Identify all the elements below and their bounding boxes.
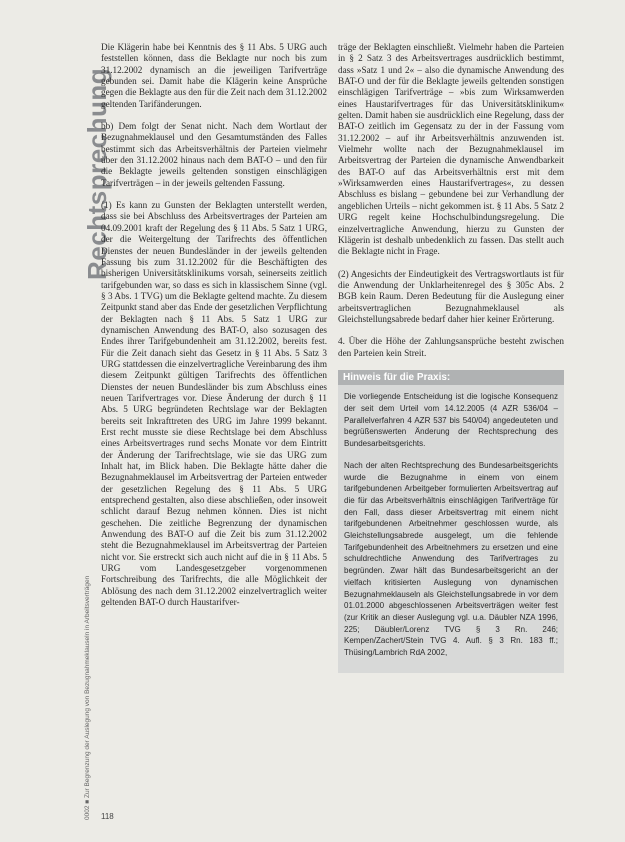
paragraph: (2) Angesichts der Eindeutigkeit des Vertragswortlauts ist für die Anwendung der Unklarheitenregel des § 305c Abs. 2 BGB kein Raum. Deren Bedeutung für die Auslegung einer arbeitsvertraglichen Bezugnahmeklausel als Gleichstellungsabrede bedarf daher hier keiner Erörterung. (338, 268, 564, 324)
paragraph: 4. Über die Höhe der Zahlungsansprüche besteht zwischen den Parteien kein Streit. (338, 336, 564, 358)
paragraph: bb) Dem folgt der Senat nicht. Nach dem Wortlaut der Bezugnahmeklausel und den Gesamtumständen des Falles bestimmt sich das Arbeitsverhältnis der Parteien vielmehr über den 31.12.2002 hinaus nach dem BAT-O – und den für die Beklagte jeweils geltenden sonstigen einschlägigen Tarifverträgen – in der jeweils geltenden Fassung. (101, 121, 327, 188)
practice-note-paragraph: Die vorliegende Entscheidung ist die logische Konsequenz der seit dem Urteil vom 14.12.2005 (4 AZR 536/04 – Parallelverfahren 4 AZR 537 bis 540/04) angedeuteten und begrüßenswerten Änderung der Rechtsprechung des Bundesarbeitsgerichts. (344, 392, 558, 449)
section-title-text: Rechtsprechung (82, 67, 112, 280)
practice-note-heading: Hinweis für die Praxis: (338, 370, 564, 385)
paragraph: (1) Es kann zu Gunsten der Beklagten unterstellt werden, dass sie bei Abschluss des Arbeitsvertrages der Parteien am 04.09.2001 kraft der Regelung des § 11 Abs. 5 Satz 1 URG, der die Weitergeltung der Tarifrechts des öffentlichen Dienstes der neuen Bundesländer in der jeweils geltenden Fassung bis zum 31.12.2002 für die Beschäftigten des bisherigen Universitätsklinikums vorsah, seinerseits zeitlich tarifgebunden war, so dass es sich in klassischem Sinne (vgl. § 3 Abs. 1 TVG) um die Beklagte geltend machte. Zu diesem Zeitpunkt stand aber das Ende der gesetzlichen Verpflichtung der Beklagten nach § 11 Abs. 5 Satz 1 URG zur dynamischen Anwendung des BAT-O, also sozusagen des Endes ihrer Tarifgebundenheit am 31.12.2002, bereits fest. Für die Zeit danach sieht das Gesetz in § 11 Abs. 5 Satz 3 URG stattdessen die einzelvertragliche Vereinbarung des ihm diesem Zeitpunkt gültigen Tarifrechts des öffentlichen Dienstes der neuen Bundesländer bis zum Abschluss eines neuen Tarifvertrages vor. Diese Änderung der durch § 11 Abs. 5 URG begründeten Rechtslage war der Beklagten bereits seit Inkrafttreten des URG im Jahre 1999 bekannt. Erst recht musste sie diese Rechtslage bei dem Abschluss eines Arbeitsvertrages rund sechs Monate vor dem Eintritt der Änderung der Tarifrechtslage, wie sie das URG zum Inhalt hat, im Blick haben. Die Beklagte hätte daher die Bezugnahmeklausel im Arbeitsvertrag der Parteien entweder der gesetzlichen Regelung des § 11 Abs. 5 URG entsprechend gestalten, also diese abschließen, oder insoweit schlicht darauf Bezug nehmen können. Dies ist nicht geschehen. Die zeitliche Begrenzung der dynamischen Anwendung des BAT-O auf die Zeit bis zum 31.12.2002 steht die Bezugnahmeklausel im Arbeitsvertrag der Parteien nicht vor. Sie erstreckt sich auch nicht auf die in § 11 Abs. 5 URG vom Landesgesetzgeber vorgenommenen Fortschreibung des Tarifrechts, die alle Möglichkeit der Ablösung des nach dem 31.12.2002 einzelvertraglich weiter geltenden BAT-O durch Haustarifver- (101, 200, 327, 608)
paragraph: träge der Beklagten einschließt. Vielmehr haben die Parteien in § 2 Satz 3 des Arbeitsvertrages ausdrücklich bestimmt, dass »Satz 1 und 2« – also die dynamische Anwendung des BAT-O und der für die Beklagte jeweils geltenden sonstigen einschlägigen Tarifverträge – »bis zum Wirksamwerden eines Haustarifvertrages für das Universitätsklinikum« gelten. Damit haben sie ausdrücklich eine Regelung, dass der BAT-O zeitlich im Gegensatz zu der in der Fassung vom 31.12.2002 – auf ihr Arbeitsverhältnis anzuwenden ist. Vielmehr wollte nach der Bezugnahmeklausel im Arbeitsvertrag der Parteien die dynamische Anwendbarkeit des BAT-O auf das Arbeitsverhältnis erst mit dem »Wirksamwerden eines Haustarifvertrages«, zu dessen Abschluss es bislang – gebundene bei zur Verhandlung der angeblichen Urteils – nicht gekommen ist. § 11 Abs. 5 Satz 2 URG regelt keine Hochschulbindungsregelung. Die einzelvertragliche Anwendung, hierzu zu Gunsten der Klägerin ist deshalb unbedenklich zu fassen. Das stellt auch die Beklagte nicht in Frage. (338, 42, 564, 257)
left-column (101, 42, 327, 620)
paragraph: Die Klägerin habe bei Kenntnis des § 11 Abs. 5 URG auch feststellen können, dass die Beklagte nur noch bis zum 31.12.2002 dynamisch an die jeweiligen Tarifverträge gebunden sei. Damit habe die Klägerin keine Ansprüche gegen die Beklagte aus den für die Zeit nach dem 31.12.2002 geltenden Tarifänderungen. (101, 42, 327, 109)
practice-note-box (338, 385, 564, 672)
side-note (72, 535, 91, 820)
section-title (52, 40, 112, 280)
side-note-text: 0002 ■ Zur Begrenzung der Auslegung von Bezugnahmeklauseln in Arbeitsverträgen (84, 575, 91, 820)
right-column (338, 42, 564, 673)
page-number: 118 (101, 812, 114, 821)
practice-note-paragraph: Nach der alten Rechtsprechung des Bundesarbeitsgerichts wurde die Bezugnahme in einem von einem tarifgebundenen Arbeitgeber formulierten Arbeitsvertrag auf die für das Arbeitsverhältnis einschlägigen Tarifverträge für den Fall, dass dieser Arbeitsvertrag mit einem nicht tarifgebundenen Arbeitnehmer geschlossen wurde, als Gleichstellungsabrede ausgelegt, um die fehlende Tarifgebundenheit des Arbeitnehmers zu ersetzen und eine schuldrechtliche Anwendung des Tarifvertrages zu begründen. Zwar hält das Bundesarbeitsgericht an der vielfach kritisierten Auslegung von dynamischen Bezugnahmeklauseln als Gleichstellungsabrede in vor dem 01.01.2000 abgeschlossenen Arbeitsverträgen weiter fest (zur Kritik an dieser Auslegung vgl. u.a. Däubler NZA 1996, 225; Däubler/Lorenz TVG § 3 Rn. 246; Kempen/Zachert/Stein TVG 4. Aufl. § 3 Rn. 183 ff.; Thüsing/Lambrich RdA 2002, (344, 460, 558, 658)
